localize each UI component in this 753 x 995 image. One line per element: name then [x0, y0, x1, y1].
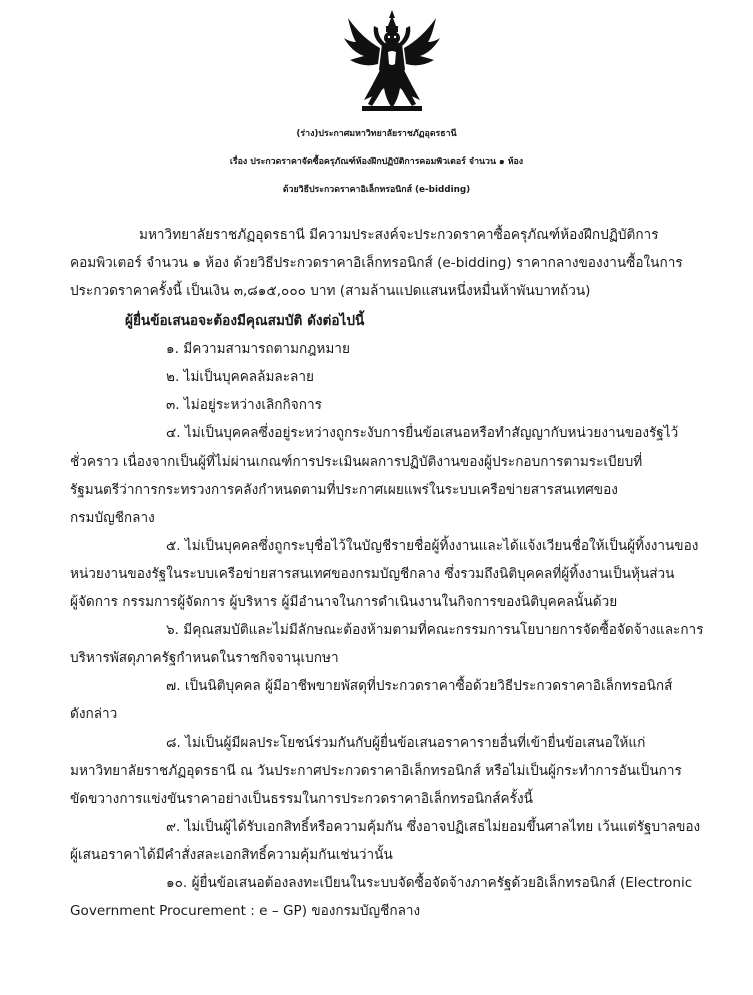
- qualification-item-continued: ชั่วคราว เนื่องจากเป็นผู้ที่ไม่ผ่านเกณฑ์การประเมินผลการปฏิบัติงานของผู้ประกอบการตามระเบียบที่: [70, 454, 643, 470]
- document-title: (ร่าง)ประกาศมหาวิทยาลัยราชภัฏอุดรธานี: [296, 129, 457, 139]
- qualification-item: ๗. เป็นนิติบุคคล ผู้มีอาชีพขายพัสดุที่ประกวดราคาซื้อด้วยวิธีประกวดราคาอิเล็กทรอนิกส์: [166, 678, 673, 694]
- intro-line: คอมพิวเตอร์ จำนวน ๑ ห้อง ด้วยวิธีประกวดราคาอิเล็กทรอนิกส์ (e-bidding) ราคากลางของงานซื้อในการ: [70, 255, 683, 271]
- garuda-emblem-icon: [342, 8, 442, 118]
- intro-line: ประกวดราคาครั้งนี้ เป็นเงิน ๓,๘๑๕,๐๐๐ บาท (สามล้านแปดแสนหนึ่งหมื่นห้าพันบาทถ้วน): [70, 283, 591, 299]
- qualification-item-continued: ดังกล่าว: [70, 706, 118, 722]
- qualification-item-continued: ผู้เสนอราคาได้มีคำสั่งสละเอกสิทธิ์ความคุ้มกันเช่นว่านั้น: [70, 847, 393, 863]
- qualification-item-continued: มหาวิทยาลัยราชภัฏอุดรธานี ณ วันประกาศประกวดราคาอิเล็กทรอนิกส์ หรือไม่เป็นผู้กระทำการอันเป็นการ: [70, 763, 682, 779]
- qualification-item: ๕. ไม่เป็นบุคคลซึ่งถูกระบุชื่อไว้ในบัญชีรายชื่อผู้ทิ้งงานและได้แจ้งเวียนชื่อให้เป็นผู้ทิ้งงานของ: [166, 538, 699, 554]
- qualification-item: ๑. มีความสามารถตามกฎหมาย: [166, 341, 350, 357]
- qualification-item: ๒. ไม่เป็นบุคคลล้มละลาย: [166, 369, 314, 385]
- qualification-item-continued: หน่วยงานของรัฐในระบบเครือข่ายสารสนเทศของกรมบัญชีกลาง ซึ่งรวมถึงนิติบุคคลที่ผู้ทิ้งงานเป็นหุ้นส่วน: [70, 566, 675, 582]
- qualification-item-continued: ผู้จัดการ กรรมการผู้จัดการ ผู้บริหาร ผู้มีอำนาจในการดำเนินงานในกิจการของนิติบุคคลนั้นด้วย: [70, 594, 618, 610]
- qualification-item-continued: Government Procurement : e – GP) ของกรมบัญชีกลาง: [70, 903, 421, 919]
- qualification-item: ๓. ไม่อยู่ระหว่างเลิกกิจการ: [166, 397, 322, 413]
- qualification-item: ๙. ไม่เป็นผู้ได้รับเอกสิทธิ์หรือความคุ้มกัน ซึ่งอาจปฏิเสธไม่ยอมขึ้นศาลไทย เว้นแต่รัฐบาลของ: [166, 819, 701, 835]
- qualifications-heading: ผู้ยื่นข้อเสนอจะต้องมีคุณสมบัติ ดังต่อไปนี้: [125, 313, 365, 329]
- qualification-item-continued: กรมบัญชีกลาง: [70, 510, 155, 526]
- intro-line: มหาวิทยาลัยราชภัฏอุดรธานี มีความประสงค์จะประกวดราคาซื้อครุภัณฑ์ห้องฝึกปฏิบัติการ: [139, 227, 659, 243]
- qualification-item: ๔. ไม่เป็นบุคคลซึ่งอยู่ระหว่างถูกระงับการยื่นข้อเสนอหรือทำสัญญากับหน่วยงานของรัฐไว้: [166, 425, 679, 441]
- qualification-item: ๑๐. ผู้ยื่นข้อเสนอต้องลงทะเบียนในระบบจัดซื้อจัดจ้างภาครัฐด้วยอิเล็กทรอนิกส์ (Electronic: [166, 875, 693, 891]
- qualification-item: ๖. มีคุณสมบัติและไม่มีลักษณะต้องห้ามตามที่คณะกรรมการนโยบายการจัดซื้อจัดจ้างและการ: [166, 622, 704, 638]
- document-method: ด้วยวิธีประกวดราคาอิเล็กทรอนิกส์ (e-bidding): [282, 185, 471, 195]
- qualification-item-continued: ขัดขวางการแข่งขันราคาอย่างเป็นธรรมในการประกวดราคาอิเล็กทรอนิกส์ครั้งนี้: [70, 791, 533, 807]
- qualification-item: ๘. ไม่เป็นผู้มีผลประโยชน์ร่วมกันกับผู้ยื่นข้อเสนอราคารายอื่นที่เข้ายื่นข้อเสนอให้แก่: [166, 735, 646, 751]
- document-subject: เรื่อง ประกวดราคาจัดซื้อครุภัณฑ์ห้องฝึกปฏิบัติการคอมพิวเตอร์ จำนวน ๑ ห้อง: [229, 157, 524, 167]
- qualification-item-continued: บริหารพัสดุภาครัฐกำหนดในราชกิจจานุเบกษา: [70, 650, 339, 666]
- qualification-item-continued: รัฐมนตรีว่าการกระทรวงการคลังกำหนดตามที่ประกาศเผยแพร่ในระบบเครือข่ายสารสนเทศของ: [70, 482, 618, 498]
